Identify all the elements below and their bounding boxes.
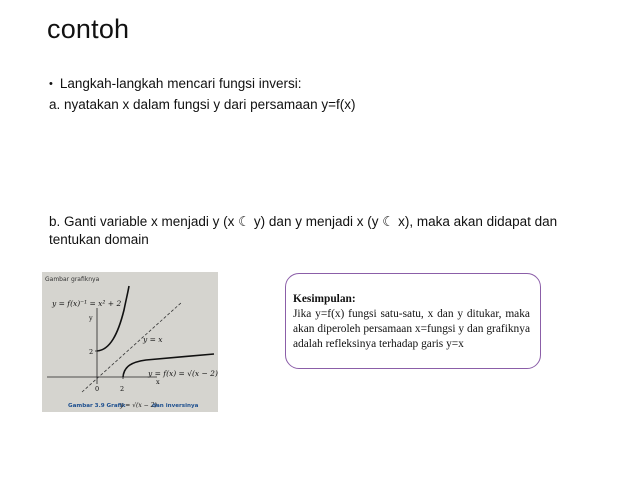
conclusion-body: Jika y=f(x) fungsi satu-satu, x dan y ditukar, maka akan diperoleh persamaan x=fungsi y dan grafiknya adalah refleksinya terhadap garis y=x [293,308,530,350]
caption-formula: y = √(x − 2) [120,402,157,409]
identity-label: y = x [143,335,163,344]
figure-header: Gambar grafiknya [45,276,100,283]
caption-prefix: Gambar 3.9 Grafik [68,403,126,409]
y-axis-label: y [89,314,93,322]
inverse-curve [97,286,129,351]
bullet-text: Langkah-langkah mencari fungsi inversi: [59,76,302,91]
graph-figure [42,272,218,412]
function-label: y = f(x) = √(x − 2) [148,369,218,378]
bullet-dot-icon: • [49,77,53,90]
x-tick-label: 2 [120,385,125,393]
y-tick-label: 2 [89,348,94,356]
slide-title: contoh [47,14,130,44]
conclusion-heading: Kesimpulan: [293,293,356,305]
step-b-text: b. Ganti variable x menjadi y (x ☾ y) dan y menjadi x (y ☾ x), maka akan didapat dan tentukan domain [49,214,558,247]
x-axis-label: x [156,378,160,386]
conclusion-box [285,273,541,369]
inverse-label: y = f(x)⁻¹ = x² + 2 [52,299,122,308]
caption-suffix: dan inversinya [152,403,199,409]
origin-label: 0 [95,385,100,393]
graph-svg [42,272,218,412]
bullet-item [49,76,302,91]
step-a-text: a. nyatakan x dalam fungsi y dari persamaan y=f(x) [49,97,356,112]
